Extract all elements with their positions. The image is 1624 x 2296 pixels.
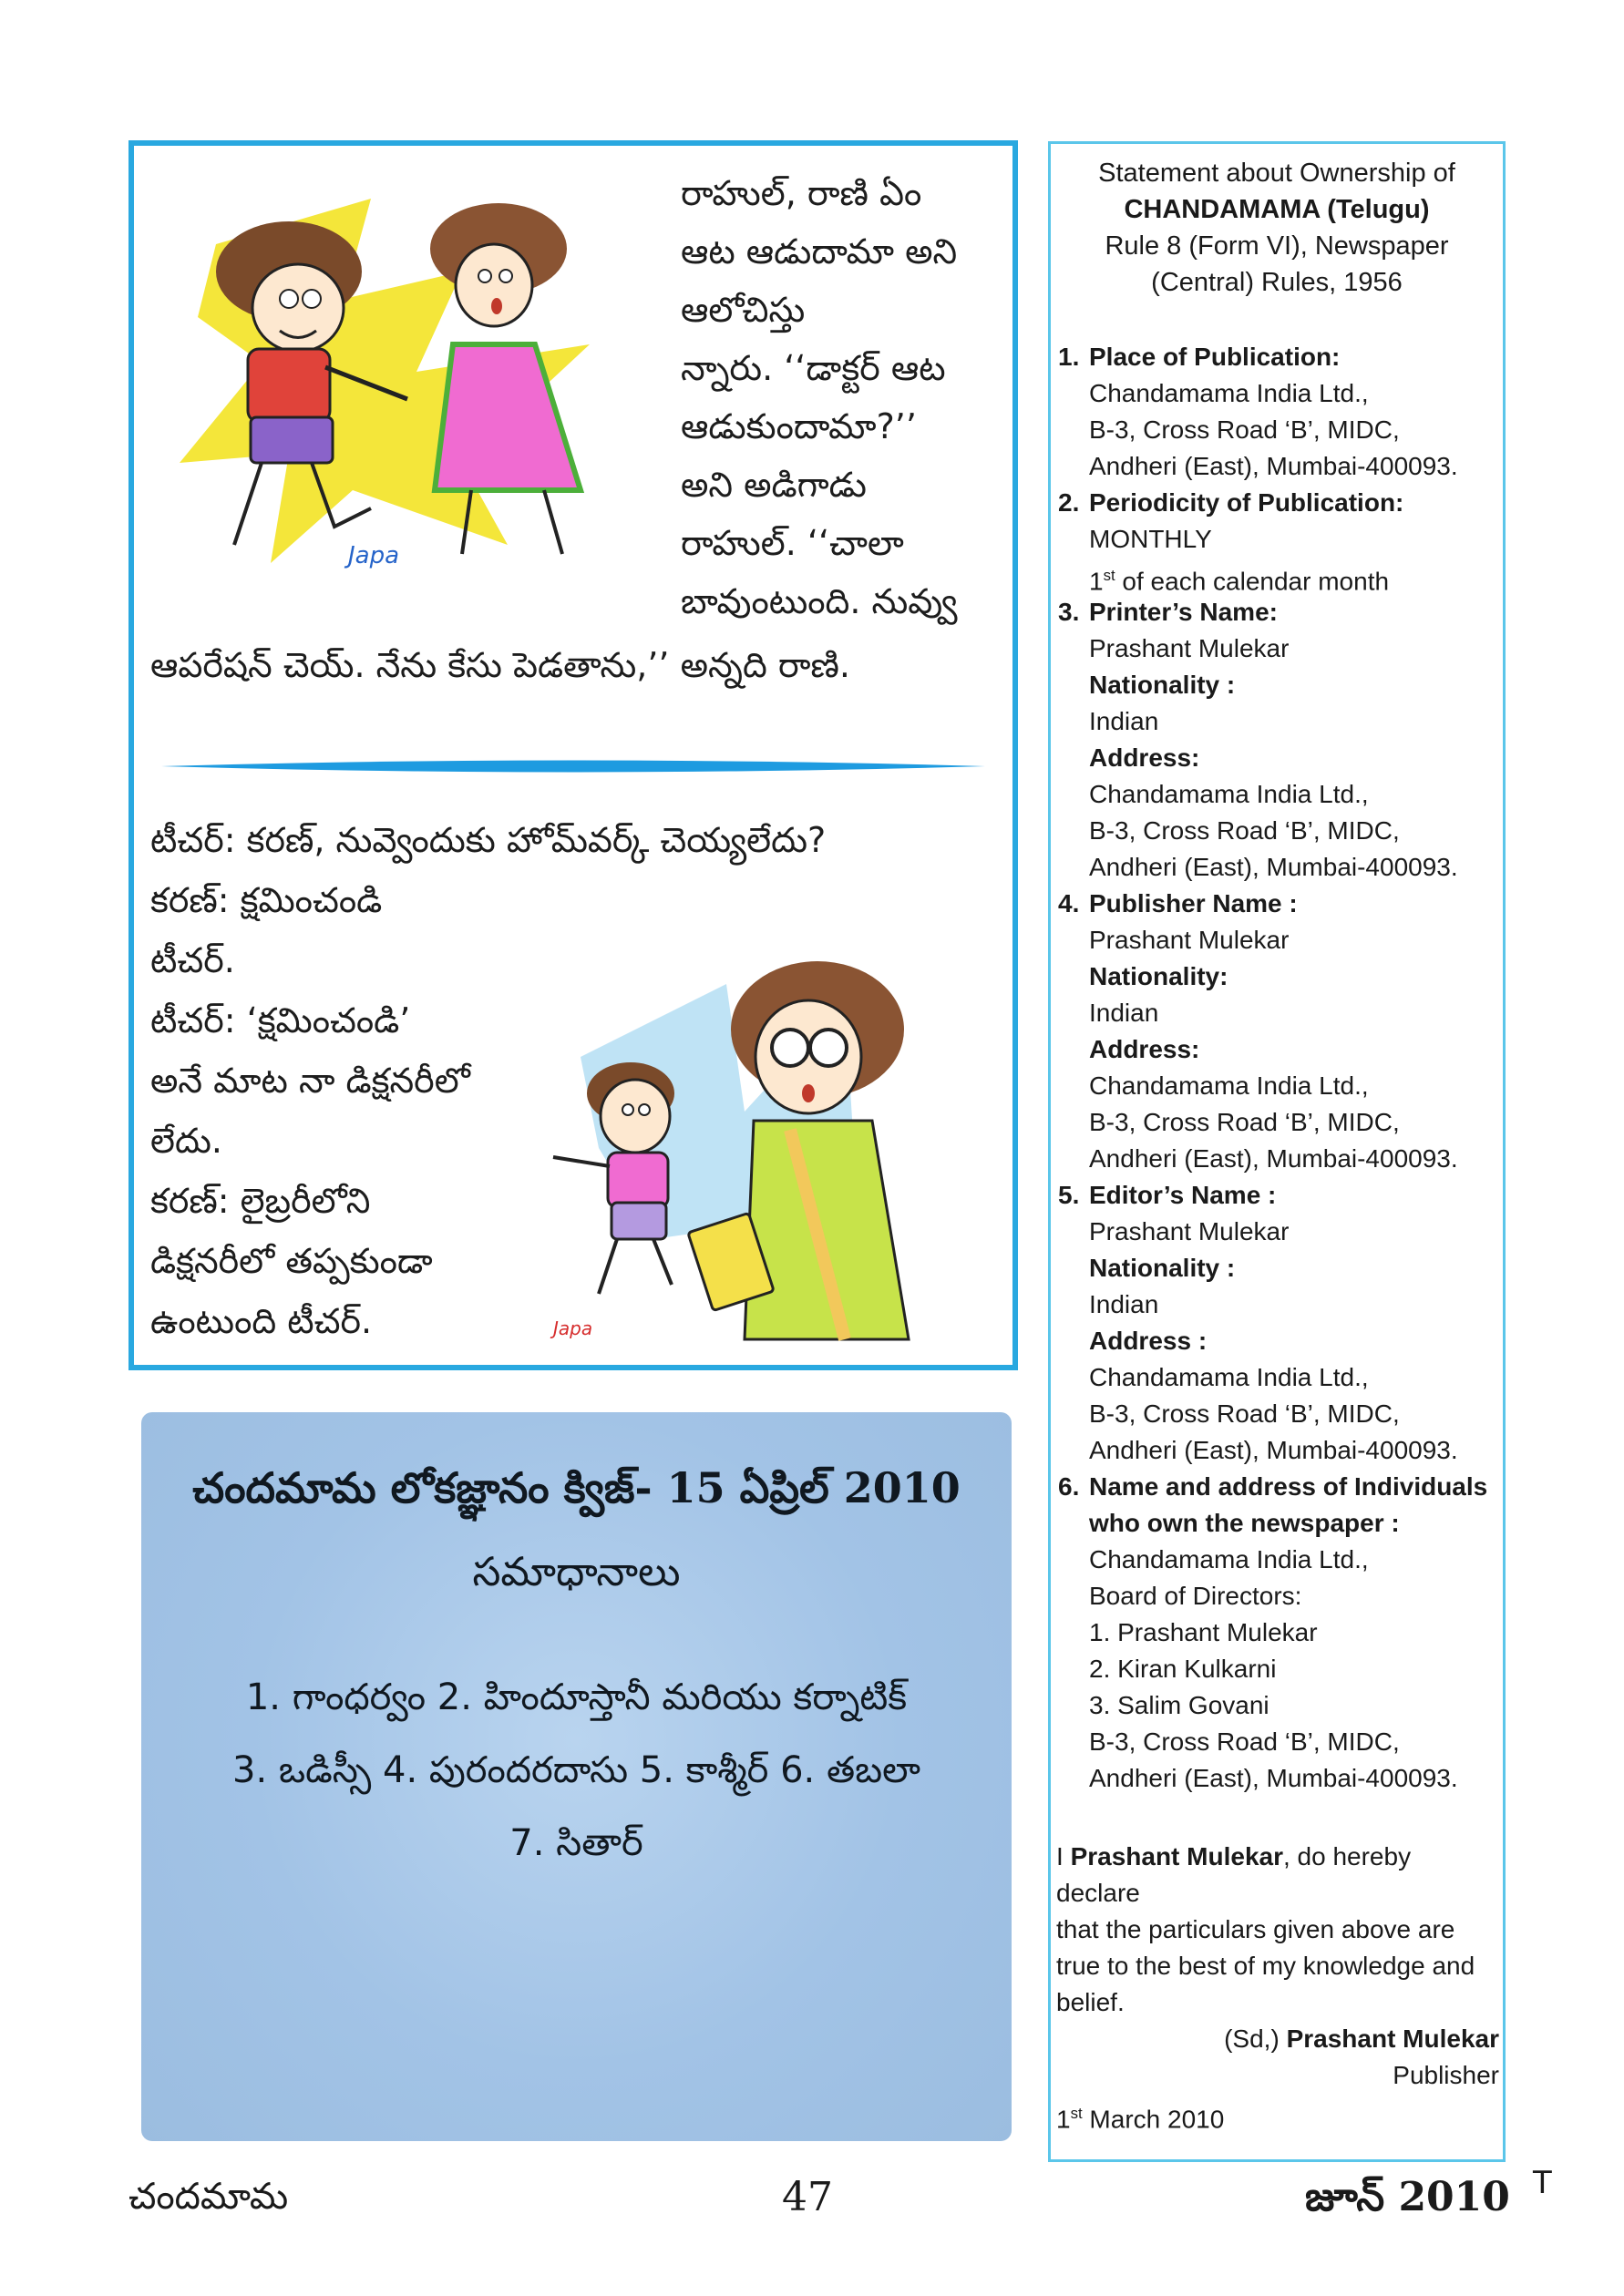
item-value: Indian bbox=[1089, 707, 1159, 735]
item-value: Andheri (East), Mumbai-400093. bbox=[1089, 853, 1458, 881]
item-label: Editor’s Name : bbox=[1089, 1181, 1277, 1209]
cartoon-teacher bbox=[544, 948, 1000, 1367]
item-label: who own the newspaper : bbox=[1089, 1509, 1400, 1537]
footer-issue-date: జూన్ 2010 bbox=[1305, 2174, 1510, 2220]
joke-2-line: అనే మాట నా డిక్షనరీలో bbox=[150, 1061, 470, 1101]
joke-2-line: కరణ్: లైబ్రరీలోని bbox=[150, 1181, 371, 1221]
declaration-line: belief. bbox=[1056, 1988, 1125, 2016]
item-value: Andheri (East), Mumbai-400093. bbox=[1089, 1144, 1458, 1173]
statement-rule: Rule 8 (Form VI), Newspaper bbox=[1105, 231, 1449, 261]
quiz-answers-box bbox=[141, 1412, 1012, 2141]
item-value: 1. Prashant Mulekar bbox=[1089, 1618, 1318, 1646]
quiz-answer-line: 7. సితార్ bbox=[509, 1822, 643, 1864]
quiz-subtitle: సమాధానాలు bbox=[472, 1549, 681, 1595]
footer-mark: T bbox=[1533, 2165, 1552, 2201]
item-number: 1. bbox=[1058, 343, 1080, 371]
quiz-answer-line: 1. గాంధర్వం 2. హిందూస్తానీ మరియు కర్నాటిక్ bbox=[245, 1676, 908, 1718]
ownership-statement bbox=[1048, 141, 1506, 2162]
statement-rule: (Central) Rules, 1956 bbox=[1151, 268, 1403, 297]
joke-1-line: బావుంటుంది. నువ్వు bbox=[681, 581, 958, 621]
cartoon-signature: Japa bbox=[348, 542, 400, 569]
joke-2-line: కరణ్: క్షమించండి bbox=[150, 880, 383, 920]
signature-block bbox=[1056, 2021, 1499, 2094]
item-label: Address : bbox=[1089, 1327, 1208, 1355]
declaration-line: I Prashant Mulekar, do hereby declare bbox=[1056, 1842, 1412, 1907]
signature-line: (Sd,) Prashant Mulekar bbox=[1224, 2024, 1499, 2053]
item-value: B-3, Cross Road ‘B’, MIDC, bbox=[1089, 816, 1400, 845]
item-label: Place of Publication: bbox=[1089, 343, 1341, 371]
item-value: Prashant Mulekar bbox=[1089, 634, 1290, 662]
page-number: 47 bbox=[782, 2174, 833, 2220]
item-label: Address: bbox=[1089, 1035, 1200, 1063]
footer-magazine-name: చందమామ bbox=[128, 2176, 289, 2218]
cartoon-doctor-game bbox=[161, 162, 635, 590]
item-value: B-3, Cross Road ‘B’, MIDC, bbox=[1089, 1399, 1400, 1428]
item-value: Andheri (East), Mumbai-400093. bbox=[1089, 452, 1458, 480]
quiz-title: చందమామ లోకజ్ఞానం క్విజ్- 15 ఏప్రిల్ 2010 bbox=[192, 1463, 961, 1512]
item-label: Nationality : bbox=[1089, 671, 1236, 699]
item-value: Chandamama India Ltd., bbox=[1089, 1363, 1369, 1391]
joke-1-line: రాహుల్. ‘‘చాలా bbox=[681, 523, 904, 563]
declaration-line: true to the best of my knowledge and bbox=[1056, 1952, 1475, 1980]
item-value: Andheri (East), Mumbai-400093. bbox=[1089, 1764, 1458, 1792]
joke-1-line: ఆడుకుందామా?’’ bbox=[681, 406, 917, 446]
item-label: Name and address of Individuals bbox=[1089, 1472, 1488, 1501]
item-number: 2. bbox=[1058, 488, 1080, 517]
item-value: Indian bbox=[1089, 1290, 1159, 1318]
joke-1-line: రాహుల్, రాణి ఏం bbox=[681, 173, 922, 213]
joke-2-line: టీచర్: ‘క్షమించండి’ bbox=[150, 1000, 411, 1040]
item-label: Address: bbox=[1089, 743, 1200, 772]
joke-2-line: టీచర్. bbox=[150, 940, 235, 980]
joke-1-line: ఆట ఆడుదామా అని bbox=[681, 231, 958, 272]
item-value: B-3, Cross Road ‘B’, MIDC, bbox=[1089, 1108, 1400, 1136]
joke-2-line: టీచర్: కరణ్, నువ్వెందుకు హోమ్‌వర్క్ చెయ్యలేదు? bbox=[150, 820, 827, 860]
item-value: Chandamama India Ltd., bbox=[1089, 1545, 1369, 1573]
quiz-answer-line: 3. ఒడిస్సీ 4. పురందరదాసు 5. కాశ్మీర్ 6. తబలా bbox=[232, 1749, 920, 1791]
jokes-box bbox=[128, 140, 1018, 1370]
statement-date: 1st March 2010 bbox=[1056, 2105, 1225, 2134]
item-value: Prashant Mulekar bbox=[1089, 926, 1290, 954]
item-value: Board of Directors: bbox=[1089, 1582, 1302, 1610]
item-value: 3. Salim Govani bbox=[1089, 1691, 1269, 1719]
item-value: 2. Kiran Kulkarni bbox=[1089, 1655, 1277, 1683]
joke-2-line: లేదు. bbox=[150, 1121, 222, 1161]
publication-name: CHANDAMAMA (Telugu) bbox=[1124, 195, 1430, 224]
declaration-line: that the particulars given above are bbox=[1056, 1915, 1455, 1943]
item-value: Indian bbox=[1089, 999, 1159, 1027]
item-value: MONTHLY bbox=[1089, 525, 1212, 553]
item-value: Andheri (East), Mumbai-400093. bbox=[1089, 1436, 1458, 1464]
joke-2-line: ఉంటుంది టీచర్. bbox=[150, 1301, 373, 1341]
item-value: Chandamama India Ltd., bbox=[1089, 780, 1369, 808]
item-label: Nationality: bbox=[1089, 962, 1228, 990]
joke-1-line: అని అడిగాడు bbox=[681, 465, 867, 505]
item-value: Chandamama India Ltd., bbox=[1089, 379, 1369, 407]
item-number: 6. bbox=[1058, 1472, 1080, 1501]
joke-1-line: ఆపరేషన్ చెయ్. నేను కేసు పెడతాను,’’ అన్నది రాణి. bbox=[150, 645, 850, 685]
joke-divider bbox=[161, 758, 985, 774]
statement-heading: Statement about Ownership of bbox=[1098, 159, 1455, 188]
item-number: 3. bbox=[1058, 598, 1080, 626]
item-number: 4. bbox=[1058, 889, 1080, 917]
signature-title: Publisher bbox=[1393, 2061, 1499, 2089]
item-value: B-3, Cross Road ‘B’, MIDC, bbox=[1089, 415, 1400, 444]
declaration bbox=[1056, 1839, 1499, 2021]
item-label: Periodicity of Publication: bbox=[1089, 488, 1404, 517]
item-label: Printer’s Name: bbox=[1089, 598, 1278, 626]
item-number: 5. bbox=[1058, 1181, 1080, 1209]
item-value: B-3, Cross Road ‘B’, MIDC, bbox=[1089, 1727, 1400, 1756]
item-value: 1st of each calendar month bbox=[1089, 567, 1390, 596]
joke-1-line: ఆలోచిస్తు bbox=[681, 290, 806, 330]
joke-1-line: న్నారు. ‘‘డాక్టర్ ఆట bbox=[681, 348, 946, 388]
item-value: Prashant Mulekar bbox=[1089, 1217, 1290, 1245]
joke-2-line: డిక్షనరీలో తప్పకుండా bbox=[150, 1241, 433, 1281]
item-value: Chandamama India Ltd., bbox=[1089, 1071, 1369, 1100]
cartoon-signature: Japa bbox=[553, 1317, 593, 1339]
item-label: Nationality : bbox=[1089, 1254, 1236, 1282]
item-label: Publisher Name : bbox=[1089, 889, 1298, 917]
